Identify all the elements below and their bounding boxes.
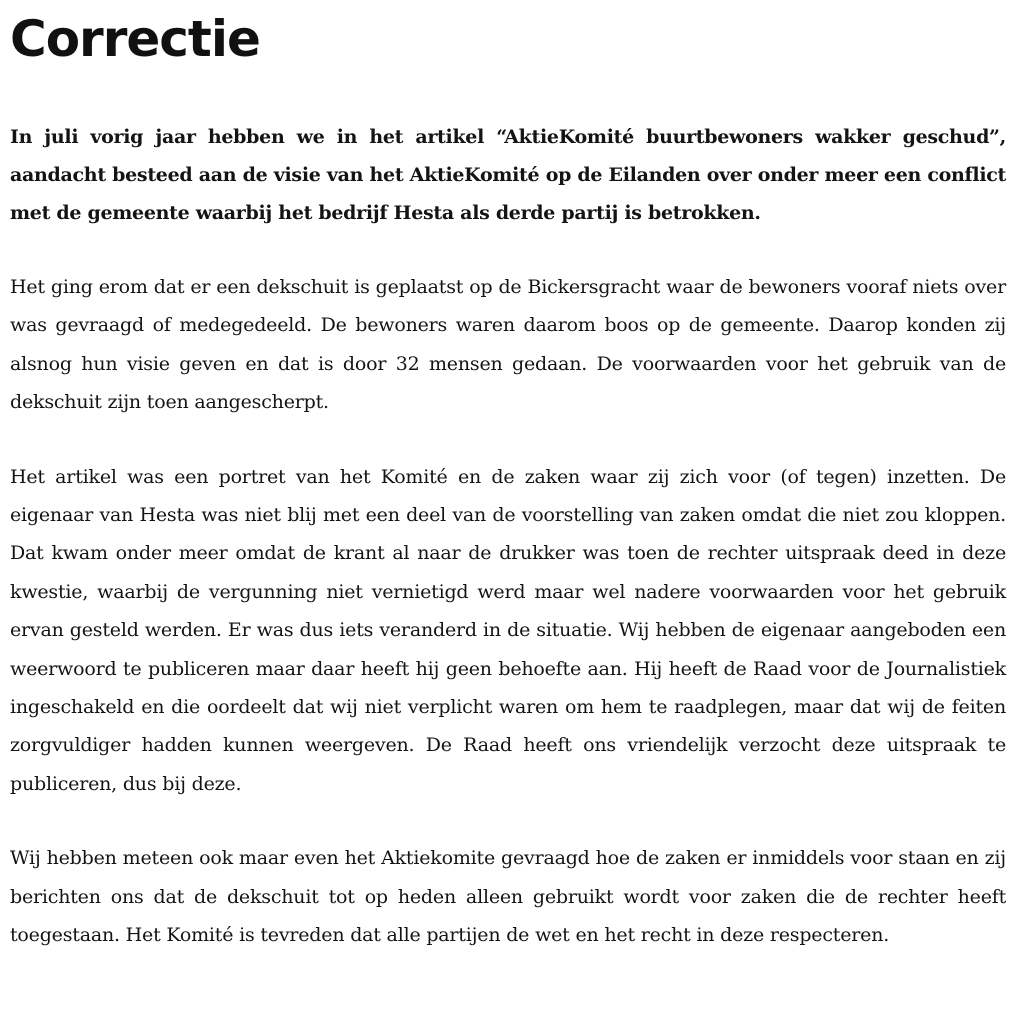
article-paragraph-1: Het ging erom dat er een dekschuit is geplaatst op de Bickersgracht waar de bewoners vooraf niets over was gevraagd of medegedeeld. De bewoners waren daarom boos op de gemeente. Daarop konden zij alsnog hun visie geven en dat is door 32 mensen gedaan. De voorwaarden voor het gebruik van de dekschuit zijn toen aangescherpt.	[10, 276, 1006, 414]
article-title: Correctie	[10, 10, 260, 68]
article	[10, 0, 1006, 955]
article-lead: In juli vorig jaar hebben we in het artikel “AktieKomité buurtbewoners wakker geschud”, aandacht besteed aan de visie van het AktieKomité op de Eilanden over onder meer een conflict met de gemeente waarbij het bedrijf Hesta als derde partij is betrokken.	[10, 126, 1006, 224]
article-paragraph-2: Het artikel was een portret van het Komité en de zaken waar zij zich voor (of tegen) inzetten. De eigenaar van Hesta was niet blij met een deel van de voorstelling van zaken omdat die niet zou kloppen. Dat kwam onder meer omdat de krant al naar de drukker was toen de rechter uitspraak deed in deze kwestie, waarbij de vergunning niet vernietigd werd maar wel nadere voorwaarden voor het gebruik ervan gesteld werden. Er was dus iets veranderd in de situatie. Wij hebben de eigenaar aangeboden een weerwoord te publiceren maar daar heeft hij geen behoefte aan. Hij heeft de Raad voor de Journalistiek ingeschakeld en die oordeelt dat wij niet verplicht waren om hem te raadplegen, maar dat wij de feiten zorgvuldiger hadden kunnen weergeven. De Raad heeft ons vriendelijk verzocht deze uitspraak te publiceren, dus bij deze.	[10, 465, 1006, 795]
article-paragraph-3: Wij hebben meteen ook maar even het Aktiekomite gevraagd hoe de zaken er inmiddels voor staan en zij berichten ons dat de dekschuit tot op heden alleen gebruikt wordt voor zaken die de rechter heeft toegestaan. Het Komité is tevreden dat alle partijen de wet en het recht in deze respecteren.	[10, 847, 1006, 947]
